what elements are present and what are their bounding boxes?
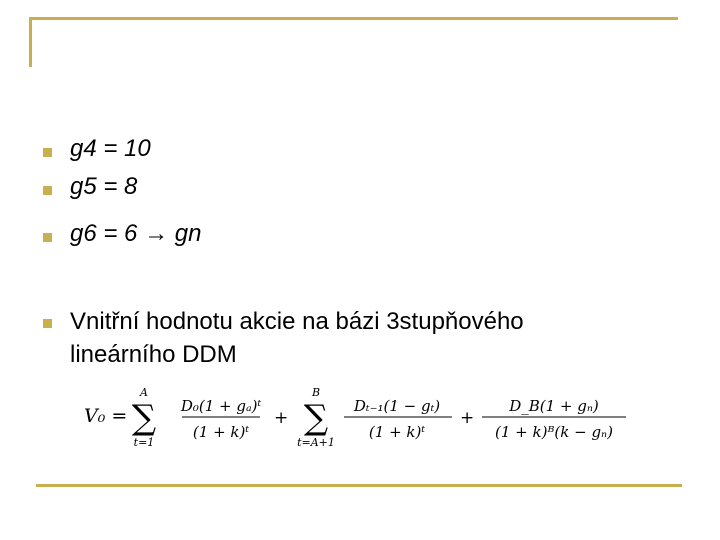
formula-sum-top: A bbox=[140, 386, 148, 399]
formula-frac-den: (1 + k)ᴮ(k − gₙ) bbox=[495, 423, 613, 441]
formula-frac-den: (1 + k)ᵗ bbox=[368, 423, 426, 441]
formula-frac-num: D₀(1 + gₐ)ᵗ bbox=[180, 397, 262, 415]
formula-plus: + bbox=[460, 408, 475, 428]
bullet-line-g6: g6 = 6 → gn bbox=[70, 220, 202, 247]
formula-sum-bottom: t=1 bbox=[133, 436, 155, 449]
bullet-marker bbox=[43, 186, 52, 195]
bullet-marker bbox=[43, 319, 52, 328]
frame-left-rule bbox=[29, 17, 32, 67]
formula-sum-sign: ∑ bbox=[303, 398, 329, 438]
formula-lhs: V₀ = bbox=[84, 405, 128, 427]
formula-frac-den: (1 + k)ᵗ bbox=[192, 423, 250, 441]
frame-top-rule bbox=[29, 17, 678, 20]
bullet-line-ddm-2: lineárního DDM bbox=[70, 341, 237, 368]
formula-frac-num: Dₜ₋₁(1 − gₜ) bbox=[353, 397, 441, 415]
bullet-marker bbox=[43, 233, 52, 242]
formula-frac-num: D_B(1 + gₙ) bbox=[509, 397, 599, 415]
formula-plus: + bbox=[274, 408, 289, 428]
bullet-marker bbox=[43, 148, 52, 157]
formula-sum-top: B bbox=[311, 386, 321, 399]
frame-bottom-rule bbox=[36, 484, 682, 487]
bullet-line-g4: g4 = 10 bbox=[70, 135, 151, 162]
formula-sum-bottom: t=A+1 bbox=[297, 436, 335, 449]
ddm-formula bbox=[84, 384, 644, 450]
formula-sum-sign: ∑ bbox=[131, 398, 157, 438]
bullet-line-g5: g5 = 8 bbox=[70, 173, 138, 200]
bullet-line-ddm-1: Vnitřní hodnotu akcie na bázi 3stupňového bbox=[70, 308, 524, 335]
